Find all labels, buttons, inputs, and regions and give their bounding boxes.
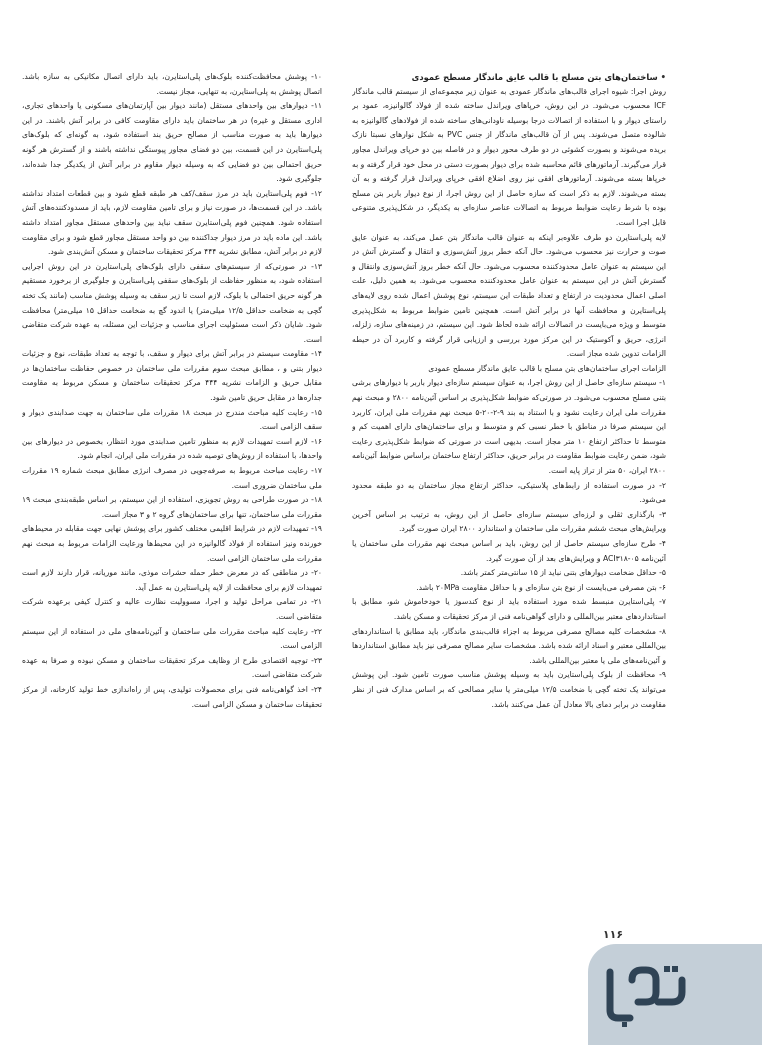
paragraph: ۲۴- اخذ گواهی‌نامه فنی برای محصولات تولیدی، پس از راه‌اندازی خط تولید کارخانه، از مرکز تحقیقات ساختمان و مسکن الزامی است. xyxy=(22,684,322,709)
paragraph: ۱۲- فوم پلی‌استایرن باید در مرز سقف/کف هر طبقه قطع شود و بین قطعات امتداد نداشته باشد. در این قسمت‌ها، در صورت نیاز و برای تامین مقاومت لازم، باید از مسدودکننده‌های آتش استفاده شود. همچنین فوم پلی‌استایرن سقف نباید بین واحدهای مستقل مجاور امتداد داشته باشد. این ماده باید در مرز دیوار جداکننده بین دو واحد مستقل مجاور قطع شود و برای مقاومت لازم در برابر آتش، مطابق نشریه ۴۴۴ مرکز تحقیقات ساختمان و مسکن آتش‌بندی شود. xyxy=(22,188,322,257)
page-number: ۱۱۶ xyxy=(602,928,624,941)
right-column xyxy=(352,70,666,970)
paragraph: ۵- حداقل ضخامت دیوارهای بتنی نباید از ۱۵ سانتی‌متر کمتر باشد. xyxy=(460,568,666,578)
paragraph: الزامات اجرای ساختمان‌های بتن مسلح با قالب عایق ماندگار مسطح عمودی xyxy=(428,363,666,373)
paragraph: ۱۳- در صورتی‌که از سیستم‌های سقفی دارای بلوک‌های پلی‌استایرن در این روش اجرایی استفاده شود، به منظور حفاظت از بلوک‌های سقفی پلی‌استایرن و جلوگیری از برخورد مستقیم هر گونه حریق احتمالی با بلوک، لازم است تا زیر سقف به وسیله پوشش مناسب (مانند یک تخته گچی به ضخامت حداقل ۱۲/۵ میلی‌متر) یا اندود گچ به ضخامت حداقل ۱۵ میلی‌متر) محافظت شود. شایان ذکر است مسئولیت اجرای مناسب و جزئیات این مسئله، به عهده شرکت متقاضی است. xyxy=(22,261,322,344)
paragraph: ۹- محافظت از بلوک پلی‌استایرن باید به وسیله پوشش مناسب صورت تامین شود. این پوشش می‌تواند یک تخته گچی با ضخامت ۱۲/۵ میلی‌متر یا سایر مصالحی که بر اساس مدارک فنی از نظر مقاومت در برابر دمای بالا معادل آن عمل می‌کنند باشد. xyxy=(352,670,666,709)
left-column xyxy=(22,70,322,890)
paragraph: ۲۰- در مناطقی که در معرض خطر حمله حشرات موذی، مانند موریانه، قرار دارند لازم است تمهیدات لازم برای محافظت از لایه پلی‌استایرن به عمل آید. xyxy=(22,568,322,592)
paragraph: ۱۷- رعایت مباحث مربوط به صرفه‌جویی در مصرف انرژی مطابق مبحث شماره ۱۹ مقررات ملی ساختمان ضروری است. xyxy=(22,466,322,490)
paragraph: ۱۸- در صورت طراحی به روش تجویزی، استفاده از این سیستم، بر اساس طبقه‌بندی مبحث ۱۹ مقررات ملی ساختمان، تنها برای ساختمان‌های گروه ۲ و ۳ مجاز است. xyxy=(22,495,322,519)
paragraph: ۲۱- در تمامی مراحل تولید و اجرا، مسوولیت نظارت عالیه و کنترل کیفی برعهده شرکت متقاضی است. xyxy=(22,597,322,621)
paragraph: لایه پلی‌استایرن دو طرف علاوه‌بر اینکه به عنوان قالب ماندگار بتن عمل می‌کند، به عنوان عایق صوت و حرارت نیز محسوب می‌شود. حال آنکه خطر بروز آتش‌سوزی و انتقال و گسترش آتش در این سیستم به عنوان عامل محدودکننده محسوب می‌شود. حال آنکه خطر بروز آتش‌سوزی وانتقال و گسترش آتش در این سیستم به عنوان عامل محدودکننده محسوب می‌شود. به همین دلیل، علت اصلی اعمال محدودیت در ارتفاع و تعداد طبقات این سیستم، نوع پوشش اعمال شده روی لایه‌های پلی‌استایرن و محافظت آنها در برابر آتش است. همچنین تامین ضوابط مربوط به شکل‌پذیری متوسط و ویژه می‌بایست در اتصالات ارائه شده لحاظ شود. این سیستم، در زمینه‌های سازه، زلزله، انرژی، حریق و آکوستیک در این مرکز مورد بررسی و ارزیابی قرار گرفته و کاربرد آن در حیطه الزامات تدوین شده مجاز است. xyxy=(352,232,666,359)
paragraph: ۸- مشخصات کلیه مصالح مصرفی مربوط به اجزاء قالب‌بندی ماندگار، باید مطابق با استانداردهای بین‌المللی معتبر و اسناد ارائه شده باشد. مشخصات سایر مصالح مصرفی نیز باید مطابق استانداردها و آئین‌نامه‌های ملی یا معتبر بین‌المللی باشد. xyxy=(352,626,666,665)
paragraph: ۱۰- پوشش محافظت‌کننده بلوک‌های پلی‌استایرن، باید دارای اتصال مکانیکی به سازه باشد. اتصال پوشش به پلی‌استایرن، به تنهایی، مجاز نیست. xyxy=(22,72,322,96)
section-heading-text: ساختمان‌های بتن مسلح با قالب عایق ماندگار مسطح عمودی xyxy=(411,72,658,82)
paragraph: ۲۳- توجیه اقتصادی طرح از وظایف مرکز تحقیقات ساختمان و مسکن نبوده و صرفا به عهده شرکت متقاضی است. xyxy=(22,655,322,680)
paragraph: ۴- طرح سازه‌ای سیستم حاصل از این روش، باید بر اساس مبحث نهم مقررات ملی ساختمان یا آئین‌نامه ACI۳۱۸-۰۵ و ویرایش‌های بعد از آن صورت گیرد. xyxy=(352,539,666,563)
magazine-logo xyxy=(602,958,692,1030)
paragraph: ۱۶- لازم است تمهیدات لازم به منظور تامین صدابندی مورد انتظار، بخصوص در دیوارهای بین واحدها، با استفاده از روش‌های توصیه شده در مقررات ملی ایران، انجام شود. xyxy=(22,436,322,461)
paragraph: ۷- پلی‌استایرن منبسط شده مورد استفاده باید از نوع کندسوز یا خودخاموش شو، مطابق با استانداردهای معتبر بین‌المللی و دارای گواهی‌نامه فنی از مرکز تحقیقات و مسکن باشد. xyxy=(352,597,666,621)
paragraph: ۱۱- دیوارهای بین واحدهای مستقل (مانند دیوار بین آپارتمان‌های مسکونی یا واحدهای تجاری، اداری مستقل و غیره) در هر ساختمان باید دارای مقاومت کافی در برابر آتش باشند. در این دیوارها باید به صورت مناسب از مصالح حریق بند استفاده شود، به گونه‌ای که بلوک‌های پلی‌استایرن در این قسمت، بین دو فضای مجاور پیوستگی نداشته باشند و از گسترش هر گونه حریق احتمالی بین دو فضایی که به وسیله دیوار مقاوم در برابر آتش از یکدیگر جدا شده‌اند، جلوگیری شود. xyxy=(22,101,322,184)
paragraph: ۱۴- مقاومت سیستم در برابر آتش برای دیوار و سقف، با توجه به تعداد طبقات، نوع و جزئیات دیوار بتنی و ، مطابق مبحث سوم مقررات ملی ساختمان در خصوص حفاظت ساختمان‌ها در مقابل حریق و الزامات نشریه ۴۴۴ مرکز تحقیقات ساختمان و مسکن مربوط به مقاومت جداره‌ها در مقابل حریق تامین شود. xyxy=(22,349,322,403)
paragraph: ۱- سیستم سازه‌ای حاصل از این روش اجرا، به عنوان سیستم سازه‌ای دیوار باربر با دیوارهای برشی بتنی مسلح محسوب می‌شود. در صورتی‌که ضوابط شکل‌پذیری بر اساس آئین‌نامه ۲۸۰۰ و مبحث نهم مقررات ملی ایران رعایت نشود و با استناد به بند ۹-۲-۲۰-۵ مبحث نهم مقررات ملی ایران، کاربرد این سیستم صرفا در مناطق با خطر نسبی کم و متوسط و برای ساختمان‌های دارای اهمیت کم و متوسط تا حداکثر ارتفاع ۱۰ متر مجاز است. بدیهی است در صورتی که ضوابط شکل‌پذیری رعایت شود، ضمن رعایت ضوابط مقاومت در برابر حریق، حداکثر ارتفاع ساختمان براساس ضوابط آئین‌نامه ۲۸۰۰ ایران، ۵۰ متر از تراز پایه است. xyxy=(352,378,666,476)
paragraph: ۲۲- رعایت کلیه مباحث مقررات ملی ساختمان و آئین‌نامه‌های ملی در استفاده از این سیستم الزامی است. xyxy=(22,626,322,651)
paragraph: ۶- بتن مصرفی می‌بایست از نوع بتن سازه‌ای و با حداقل مقاومت ۲۰MPa باشد. xyxy=(416,582,666,592)
bullet-icon: • xyxy=(657,72,666,82)
paragraph: ۱۹- تمهیدات لازم در شرایط اقلیمی مختلف کشور برای پوشش نهایی جهت مقابله در محیط‌های خورنده ونیز استفاده از فولاد گالوانیزه در این محیط‌ها ورعایت الزامات مربوط به مبحث نهم مقررات ملی ساختمان الزامی است. xyxy=(22,524,322,563)
paragraph: ۳- بارگذاری ثقلی و لرزه‌ای سیستم سازه‌ای حاصل از این روش، به ترتیب بر اساس آخرین ویرایش‌های مبحث ششم مقررات ملی ساختمان و استاندارد ۲۸۰۰ ایران صورت گیرد. xyxy=(352,509,666,534)
paragraph: ۱۵- رعایت کلیه مباحث مندرج در مبحث ۱۸ مقررات ملی ساختمان به جهت صدابندی دیوار و سقف الزامی است. xyxy=(22,407,322,432)
paragraph: روش اجرا: شیوه اجرای قالب‌های ماندگار عمودی به عنوان زیر مجموعه‌ای از سیستم قالب ماندگار ICF محسوب می‌شود. در این روش، خرپاهای ویراندل ساخته شده از فولاد گالوانیزه، عمود بر راستای دیوار و با استفاده از اتصالات درجا بوسیله ناودانی‌های ساخته شده از فولادهای گالوانیزه به شالوده متصل می‌شوند. پس از آن قالب‌های ماندگار از جنس PVC به شکل نوارهای نسبتا نازک بریده می‌شوند و بصورت کشوئی در دو طرف محور دیوار و در فاصله بین دو خرپای ویراندل مجاور قرار می‌گیرند. آرماتورهای قائم محاسبه شده برای دیوار بصورت دستی در محل خود قرار گرفته و به خرپاها بسته می‌شوند. آرماتورهای افقی نیز روی اضلاع افقی خرپای ویراندل قرار گرفته و به آن بسته می‌شوند. لازم به ذکر است که سازه حاصل از این روش اجرا، از نوع دیوار باربر بتن مسلح بوده با شرط رعایت ضوابط مربوط به اتصالات عناصر سازه‌ای به یکدیگر، در شکل‌پذیری متنوعی قابل اجرا است. xyxy=(352,86,666,227)
paragraph: ۲- در صورت استفاده از رابط‌های پلاستیکی، حداکثر ارتفاع مجاز ساختمان به دو طبقه محدود می‌شود. xyxy=(352,480,666,505)
section-heading xyxy=(352,70,666,85)
